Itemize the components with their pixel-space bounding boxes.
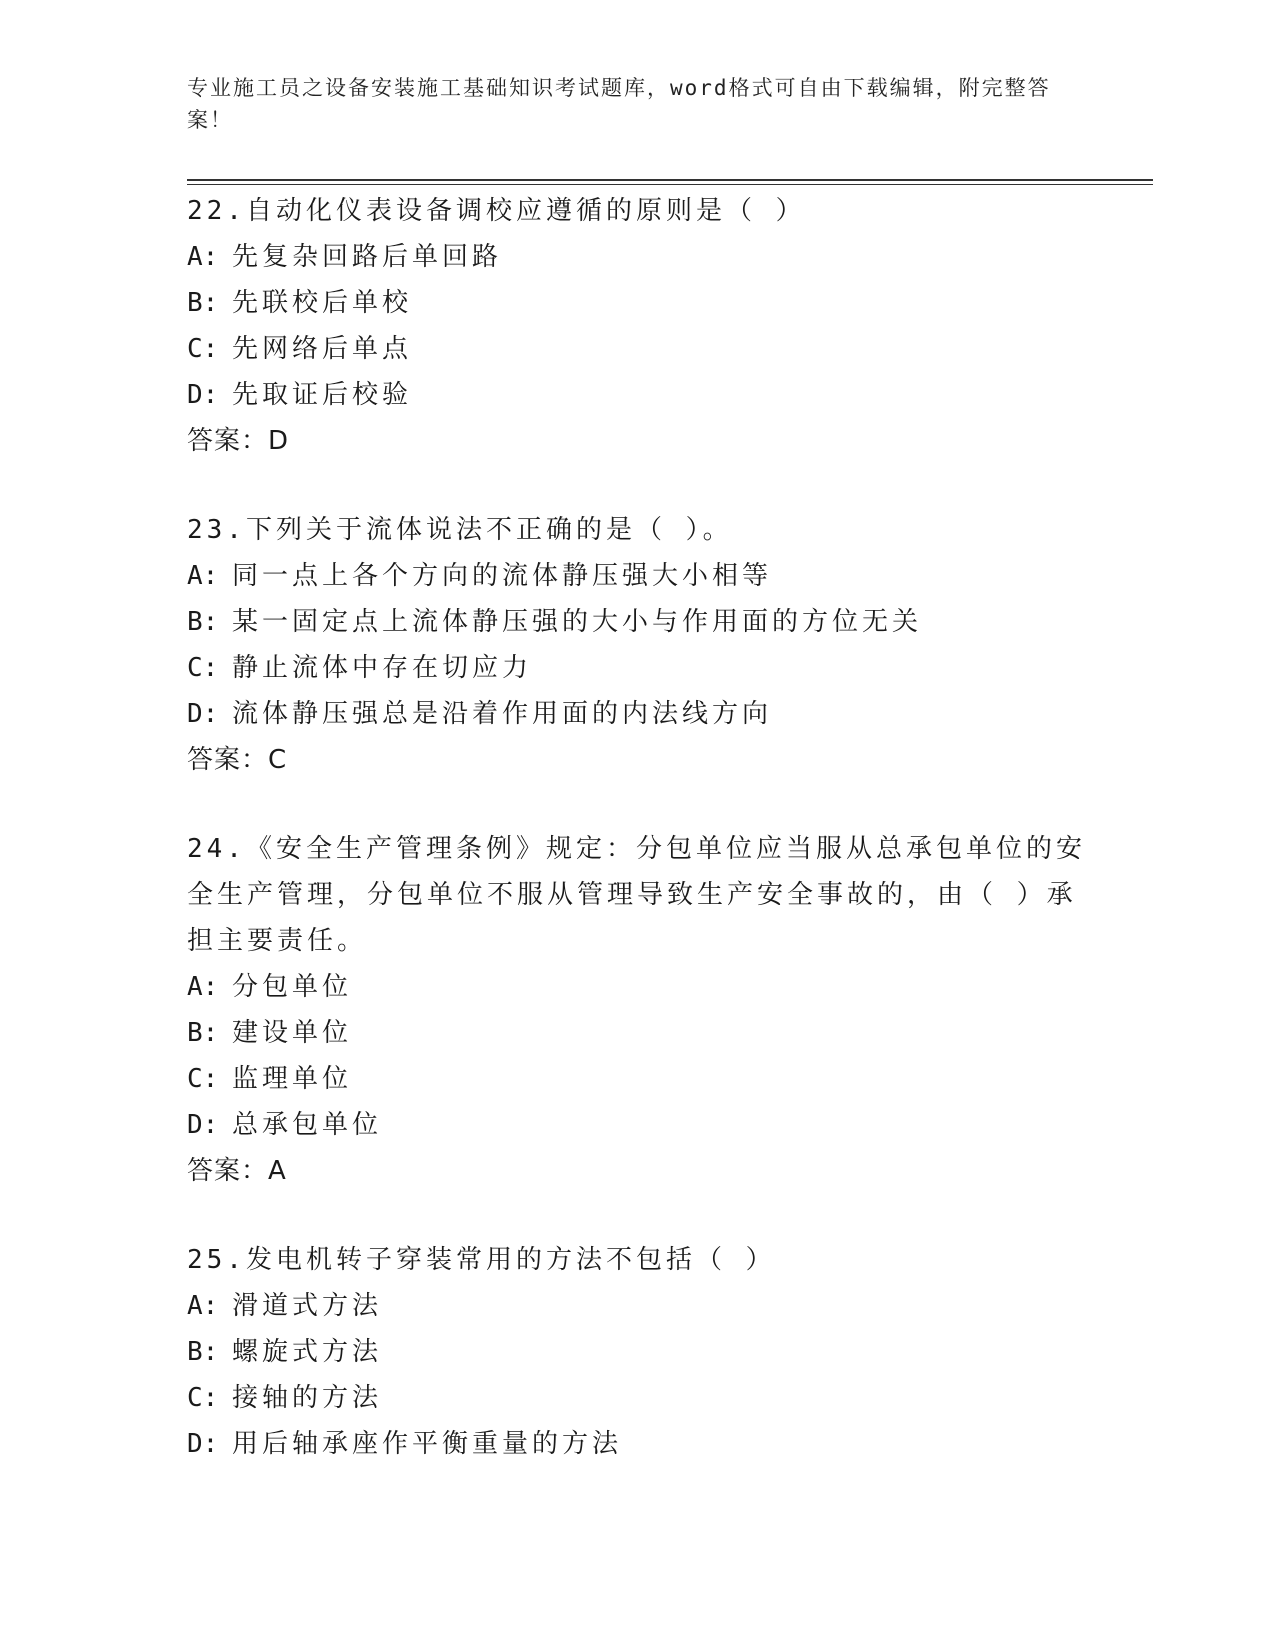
answer-line: 答案：D xyxy=(187,426,290,456)
option-letter: D: xyxy=(187,380,219,410)
option-text: 螺旋式方法 xyxy=(232,1337,383,1367)
question-stem: 25.发电机转子穿装常用的方法不包括（ ） xyxy=(187,1245,776,1275)
option-text: 流体静压强总是沿着作用面的内法线方向 xyxy=(232,699,773,729)
option-d xyxy=(187,1102,1087,1148)
option-text: 先联校后单校 xyxy=(232,288,413,318)
option-a xyxy=(187,553,1087,599)
document-header: 专业施工员之设备安装施工基础知识考试题库，word格式可自由下载编辑，附完整答案！ xyxy=(187,76,1051,132)
option-b xyxy=(187,1010,1087,1056)
option-d xyxy=(187,691,1087,737)
option-a xyxy=(187,1283,1087,1329)
option-c xyxy=(187,1056,1087,1102)
option-text: 分包单位 xyxy=(232,972,353,1002)
option-letter: C: xyxy=(187,1383,219,1413)
question-stem: 24.《安全生产管理条例》规定：分包单位应当服从总承包单位的安全生产管理，分包单位不服从管理导致生产安全事故的，由（ ）承担主要责任。 xyxy=(187,834,1086,956)
option-text: 总承包单位 xyxy=(232,1110,383,1140)
question-list xyxy=(187,188,1087,1510)
option-letter: A: xyxy=(187,561,219,591)
option-text: 某一固定点上流体静压强的大小与作用面的方位无关 xyxy=(232,607,923,637)
option-b xyxy=(187,599,1087,645)
option-text: 先网络后单点 xyxy=(232,334,413,364)
question-24 xyxy=(187,826,1087,1194)
option-letter: A: xyxy=(187,242,219,272)
question-stem: 23.下列关于流体说法不正确的是（ ）。 xyxy=(187,515,733,545)
option-letter: B: xyxy=(187,1018,219,1048)
option-letter: B: xyxy=(187,607,219,637)
option-a xyxy=(187,964,1087,1010)
option-d xyxy=(187,372,1087,418)
option-b xyxy=(187,1329,1087,1375)
option-b xyxy=(187,280,1087,326)
option-text: 同一点上各个方向的流体静压强大小相等 xyxy=(232,561,773,591)
option-letter: B: xyxy=(187,1337,219,1367)
option-letter: A: xyxy=(187,972,219,1002)
option-text: 监理单位 xyxy=(232,1064,353,1094)
option-d xyxy=(187,1421,1087,1467)
option-text: 接轴的方法 xyxy=(232,1383,383,1413)
option-letter: D: xyxy=(187,1110,219,1140)
answer-line: 答案：A xyxy=(187,1156,287,1186)
option-c xyxy=(187,645,1087,691)
option-letter: A: xyxy=(187,1291,219,1321)
option-letter: C: xyxy=(187,1064,219,1094)
option-c xyxy=(187,1375,1087,1421)
option-letter: C: xyxy=(187,653,219,683)
option-a xyxy=(187,234,1087,280)
option-c xyxy=(187,326,1087,372)
option-text: 先复杂回路后单回路 xyxy=(232,242,503,272)
option-letter: D: xyxy=(187,699,219,729)
header-divider-thin xyxy=(187,184,1153,185)
question-25 xyxy=(187,1237,1087,1467)
option-letter: C: xyxy=(187,334,219,364)
question-22 xyxy=(187,188,1087,464)
option-letter: D: xyxy=(187,1429,219,1459)
option-text: 建设单位 xyxy=(232,1018,353,1048)
answer-line: 答案：C xyxy=(187,745,288,775)
option-text: 先取证后校验 xyxy=(232,380,413,410)
option-text: 滑道式方法 xyxy=(232,1291,383,1321)
option-letter: B: xyxy=(187,288,219,318)
option-text: 用后轴承座作平衡重量的方法 xyxy=(232,1429,623,1459)
question-stem: 22.自动化仪表设备调校应遵循的原则是（ ） xyxy=(187,196,806,226)
question-23 xyxy=(187,507,1087,783)
option-text: 静止流体中存在切应力 xyxy=(232,653,533,683)
header-divider-thick xyxy=(187,179,1153,181)
